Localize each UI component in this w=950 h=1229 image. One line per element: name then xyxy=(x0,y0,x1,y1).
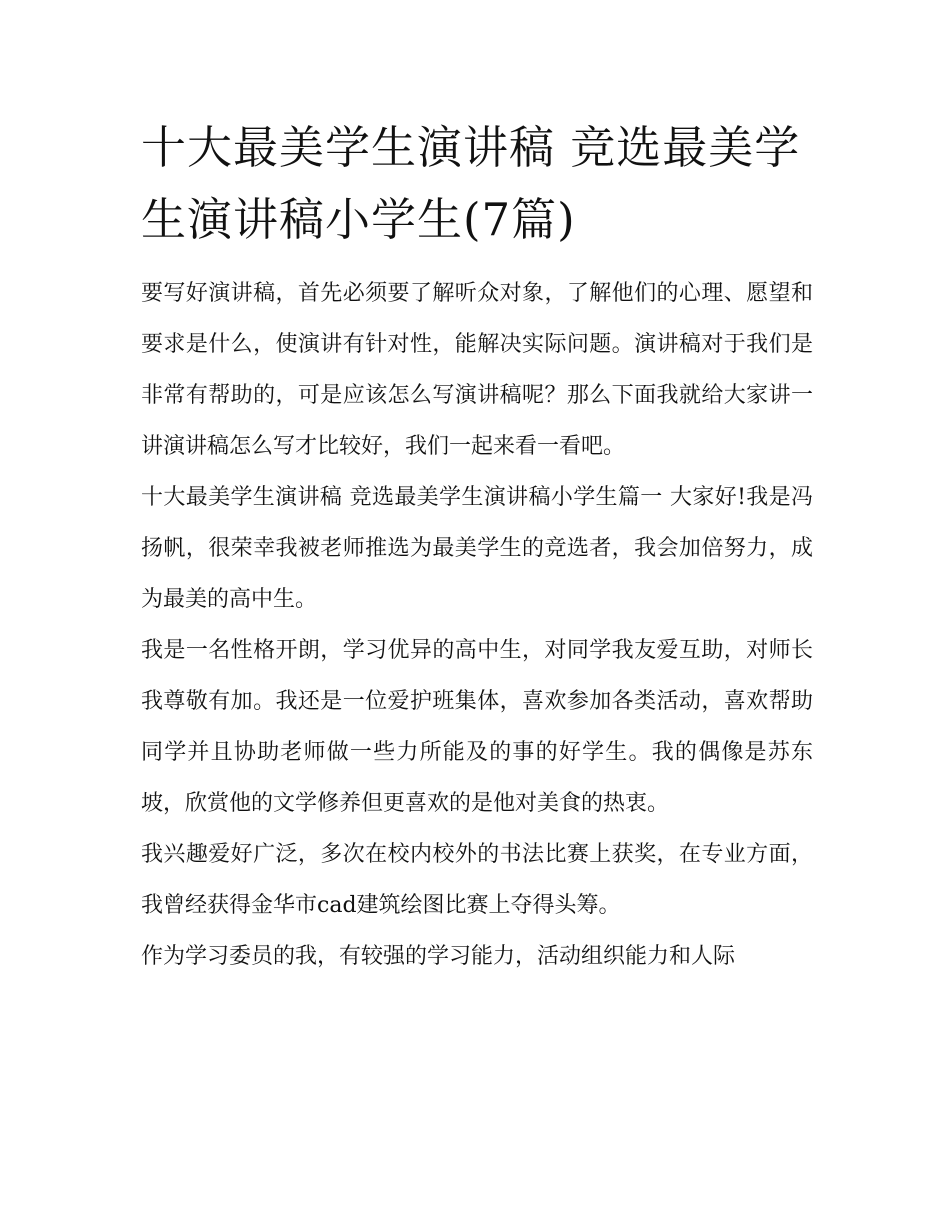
paragraph-study-committee: 作为学习委员的我，有较强的学习能力，活动组织能力和人际 xyxy=(141,944,736,969)
paragraph-intro: 要写好演讲稿，首先必须要了解听众对象，了解他们的心理、愿望和要求是什么，使演讲有针对性，能解决实际问题。演讲稿对于我们是非常有帮助的，可是应该怎么写演讲稿呢？那么下面我就给大家讲一讲演讲稿怎么写才比较好，我们一起来看一看吧。 xyxy=(141,281,813,459)
document-title: 十大最美学生演讲稿 竞选最美学生演讲稿小学生(7篇) xyxy=(141,121,801,246)
paragraph-greeting: 十大最美学生演讲稿 竞选最美学生演讲稿小学生篇一 大家好!我是冯扬帆，很荣幸我被老师推选为最美学生的竞选者，我会加倍努力，成为最美的高中生。 xyxy=(141,485,813,612)
document-body xyxy=(141,112,813,982)
paragraph-hobbies: 我兴趣爱好广泛，多次在校内校外的书法比赛上获奖，在专业方面，我曾经获得金华市cad建筑绘图比赛上夺得头筹。 xyxy=(141,842,813,918)
paragraph-personality: 我是一名性格开朗，学习优异的高中生，对同学我友爱互助，对师长我尊敬有加。我还是一位爱护班集体，喜欢参加各类活动，喜欢帮助同学并且协助老师做一些力所能及的事的好学生。我的偶像是苏东坡，欣赏他的文学修养但更喜欢的是他对美食的热衷。 xyxy=(141,638,813,816)
